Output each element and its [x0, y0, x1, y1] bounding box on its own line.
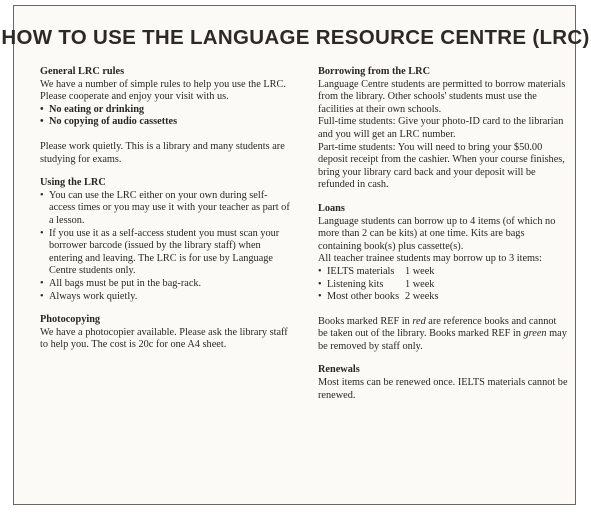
loan-item: • Listening kits	[327, 278, 384, 290]
rule-item: • No copying of audio cassettes	[40, 116, 290, 129]
loans-section	[318, 203, 568, 354]
general-rules-intro: We have a number of simple rules to help you use the LRC. Please cooperate and enjoy your visit with us.	[40, 78, 286, 103]
loan-duration: 2 weeks	[405, 291, 439, 303]
ref-green-word: green	[523, 328, 547, 340]
ref-red-word: red	[412, 315, 426, 327]
using-item: • All bags must be put in the bag-rack.	[40, 278, 290, 291]
ref-books-text	[318, 316, 568, 354]
using-lrc-list	[40, 190, 290, 303]
loan-duration: 1 week	[405, 278, 435, 290]
general-rules-heading: General LRC rules	[40, 66, 125, 77]
trainee-text: All teacher trainee students may borrow up to 3 items:	[318, 253, 542, 265]
using-item: • If you use it as a self-access student you must scan your borrower barcode (issued by the library staff) when entering and leaving. The LRC is for use by Language Centre students only.	[40, 228, 290, 278]
renewals-text: Most items can be renewed once. IELTS materials cannot be renewed.	[318, 377, 568, 401]
photocopying-section	[40, 314, 290, 352]
rule-item: • No eating or drinking	[40, 104, 290, 117]
ref-text-c: may be removed by staff only.	[318, 328, 567, 352]
loans-heading: Loans	[318, 202, 345, 214]
loan-period-row	[318, 266, 568, 279]
photocopying-heading: Photocopying	[40, 314, 101, 326]
borrowing-section	[318, 66, 568, 192]
part-time-text: Part-time students: You will need to bring your $50.00 deposit receipt from the cashier. When your course finishes, bring your library card back and your deposit will be refunded in cash.	[318, 141, 565, 191]
borrowing-heading: Borrowing from the LRC	[318, 66, 431, 77]
using-lrc-heading: Using the LRC	[40, 177, 106, 189]
renewals-section	[318, 364, 568, 402]
photocopying-text: We have a photocopier available. Please ask the library staff to help you. The cost is 20c for one A4 sheet.	[40, 326, 288, 351]
loan-item: • Most other books	[327, 291, 400, 303]
borrowing-text: Language Centre students are permitted to borrow materials from the library. Other schools' students must use the facilities at their own schools.	[318, 78, 566, 115]
left-column	[40, 66, 290, 363]
loans-text: Language students can borrow up to 4 items (of which no more than 2 can be kits) at one time. Kits are bags containing book(s) plus cassette(s).	[318, 215, 556, 252]
renewals-heading: Renewals	[318, 364, 360, 376]
notice-title: HOW TO USE THE LANGUAGE RESOURCE CENTRE (LRC)	[1, 26, 590, 49]
right-column	[318, 66, 568, 413]
full-time-text: Full-time students: Give your photo-ID card to the librarian and you will get an LRC number.	[318, 116, 564, 140]
ref-text-b: are reference books and cannot be taken out of the library. Books marked REF in	[318, 315, 557, 340]
loan-item: • IELTS materials	[327, 265, 395, 277]
loan-period-list	[318, 266, 568, 304]
loan-duration: 1 week	[405, 265, 435, 277]
loan-period-row	[318, 279, 568, 292]
general-rules-list	[40, 104, 290, 129]
general-rules-section	[40, 66, 290, 166]
work-quietly-text: Please work quietly. This is a library and many students are studying for exams.	[40, 140, 285, 165]
using-lrc-section	[40, 177, 290, 303]
loan-period-row	[318, 291, 568, 304]
using-item: • You can use the LRC either on your own during self-access times or you may use it with your teacher as part of a lesson.	[40, 190, 290, 228]
using-item: • Always work quietly.	[40, 291, 290, 304]
ref-text-a: Books marked REF in	[318, 315, 413, 327]
